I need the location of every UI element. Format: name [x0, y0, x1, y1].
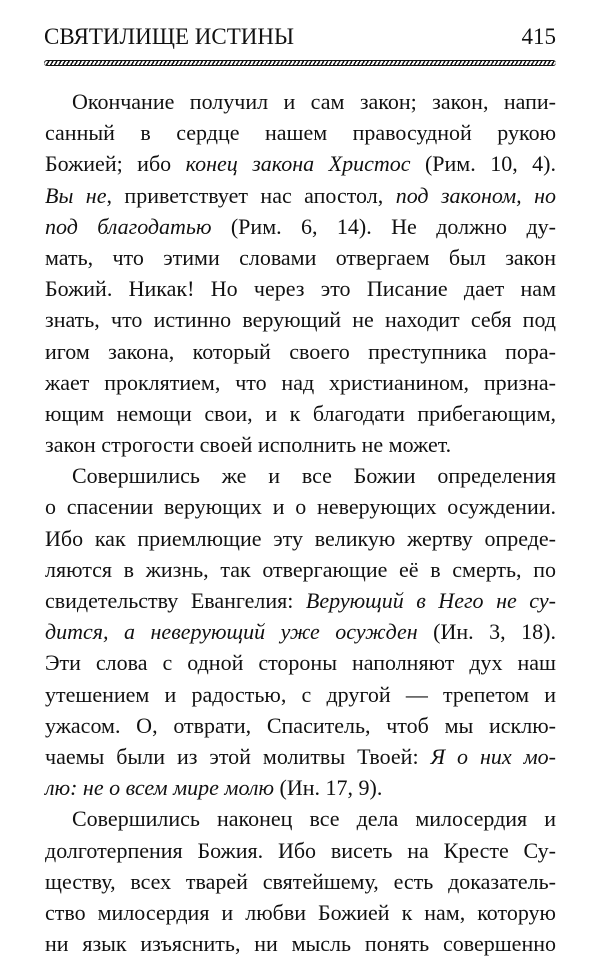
text-line: [45, 616, 556, 647]
text-run: Совершились наконец все дела милосердия и: [72, 806, 556, 832]
text-line: [45, 336, 556, 367]
text-line: [45, 429, 556, 460]
text-run: санный в сердце нашем правосудной рукою: [45, 120, 556, 146]
text-line: [45, 460, 556, 491]
text-run: мать, что этими словами отвергаем был закон: [45, 244, 556, 270]
text-line: [45, 211, 556, 242]
text-run: ни язык изъяснить, ни мысль понять совершенно: [45, 931, 556, 957]
italic-quote: Я о них мо-: [430, 743, 556, 769]
italic-quote: лю: не о всем мире молю: [45, 775, 275, 801]
text-run: Эти слова с одной стороны наполняют дух наш: [45, 650, 556, 676]
text-line: [45, 117, 556, 148]
text-line: [45, 398, 556, 429]
text-line: [45, 367, 556, 398]
text-line: [45, 866, 556, 897]
running-title: СВЯТИЛИЩЕ ИСТИНЫ: [44, 24, 295, 49]
italic-quote: под благодатью: [45, 213, 212, 239]
text-line: [45, 835, 556, 866]
text-run: ществу, всех тварей святейшему, есть доказатель-: [45, 868, 556, 894]
text-run: знать, что истинно верующий не находит себя под: [45, 307, 556, 333]
text-line: [45, 273, 556, 304]
text-run: (Ин. 17, 9).: [274, 775, 383, 801]
text-line: [45, 180, 556, 211]
body-text: [45, 86, 556, 959]
text-line: [45, 148, 556, 179]
text-line: [45, 710, 556, 741]
text-run: , приветствует нас апостол,: [106, 182, 396, 208]
running-header: [44, 20, 556, 50]
text-run: ство милосердия и любви Божией к нам, которую: [45, 899, 556, 925]
italic-quote: конец закона Христос: [185, 151, 411, 177]
text-line: [45, 803, 556, 834]
italic-quote: под законом, но: [395, 182, 556, 208]
text-run: долготерпения Божия. Ибо висеть на Кресте Су-: [45, 837, 556, 863]
italic-quote: Вы не: [45, 182, 107, 208]
page-number: 415: [521, 24, 556, 49]
text-line: [45, 86, 556, 117]
text-run: ужасом. О, отврати, Спаситель, чтоб мы исклю-: [45, 712, 556, 738]
text-line: [45, 242, 556, 273]
text-run: жает проклятием, что над христианином, призна-: [45, 369, 556, 395]
text-run: (Рим. 6, 14). Не должно ду-: [211, 213, 556, 239]
text-run: Ибо как приемлющие эту великую жертву опреде-: [45, 525, 556, 551]
italic-quote: дится, а неверующий уже осужден: [45, 619, 418, 645]
text-line: [45, 772, 556, 803]
text-line: [45, 647, 556, 678]
italic-quote: Верующий в Него не су-: [305, 588, 556, 613]
decorative-rope-rule: [44, 60, 556, 66]
text-run: закон строгости своей исполнить не может.: [45, 432, 452, 458]
text-run: ющим немощи свои, и к благодати прибегающим,: [45, 400, 556, 426]
text-run: ляются в жизнь, так отвергающие её в смерть, по: [45, 556, 556, 582]
text-line: [45, 897, 556, 928]
text-run: о спасении верующих и о неверующих осуждении.: [45, 494, 556, 520]
text-line: [45, 554, 556, 585]
text-run: (Рим. 10, 4).: [410, 151, 556, 177]
text-run: Окончание получил и сам закон; закон, напи-: [72, 89, 556, 114]
text-run: Божий. Никак! Но через это Писание дает нам: [45, 276, 556, 302]
text-run: утешением и радостью, с другой — трепетом и: [45, 681, 556, 707]
text-line: [45, 523, 556, 554]
text-run: чаемы были из этой молитвы Твоей:: [45, 743, 431, 769]
text-run: игом закона, который своего преступника пора-: [45, 338, 556, 364]
text-run: Совершились же и все Божии определения: [72, 463, 556, 489]
text-run: Божией; ибо: [45, 151, 186, 177]
text-line: [45, 741, 556, 772]
text-run: свидетельству Евангелия:: [45, 588, 306, 613]
text-run: (Ин. 3, 18).: [417, 619, 556, 645]
text-line: [45, 928, 556, 959]
text-line: [45, 679, 556, 710]
text-line: [45, 304, 556, 335]
text-line: [45, 585, 556, 616]
text-line: [45, 491, 556, 522]
